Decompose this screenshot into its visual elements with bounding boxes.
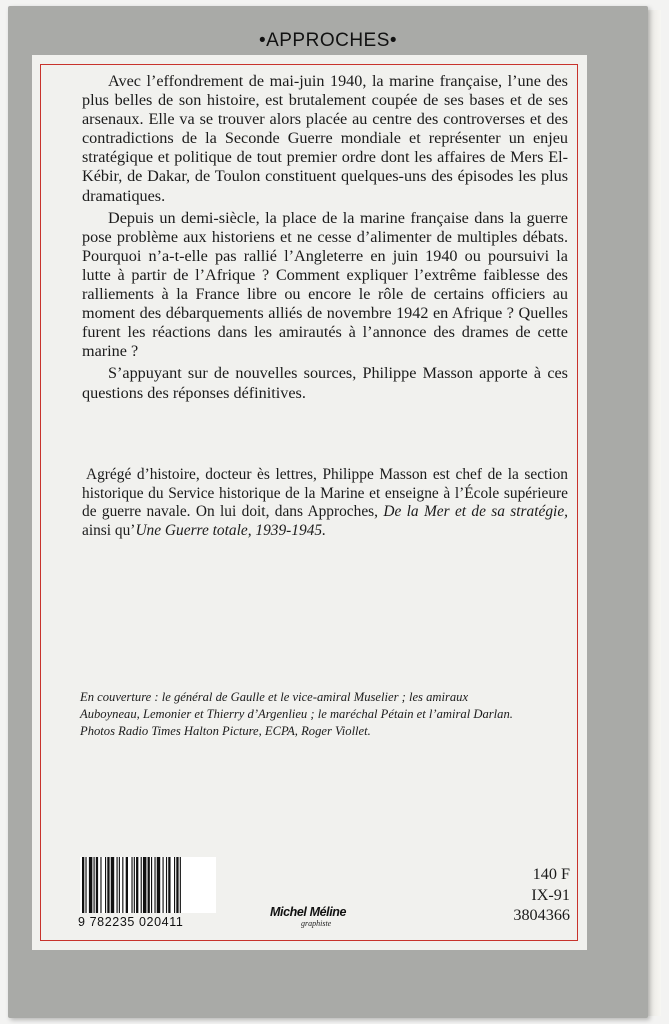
barcode-bar (143, 857, 146, 913)
price-codes (496, 864, 570, 926)
credits-line-3: Photos Radio Times Halton Picture, ECPA, Roger Viollet. (80, 723, 371, 738)
bio-book-title-2: Une Guerre totale, 1939-1945. (135, 521, 326, 539)
bio-text: Agrégé d’histoire, docteur ès lettres, Philippe Masson est chef de la section historique du Service historique de la Marine et enseigne à l’École supérieure de guerre navale. On lui doit, dans Approches, (82, 466, 568, 521)
catalog-number: 3804366 (513, 906, 570, 925)
barcode-bar (157, 857, 160, 913)
barcode-bar (131, 857, 132, 913)
barcode-bar (105, 857, 106, 913)
barcode-bar (111, 857, 114, 913)
barcode-bar (126, 857, 128, 913)
barcode-bar (180, 857, 181, 913)
series-title: •APPROCHES• (258, 30, 398, 51)
barcode-bar (166, 857, 167, 913)
barcode-bar (176, 857, 178, 913)
barcode-bar (107, 857, 109, 913)
credits-line-1: En couverture : le général de Gaulle et le vice-amiral Muselier ; les amiraux (80, 690, 469, 704)
blurb-paragraph-2: Depuis un demi-siècle, la place de la marine française dans la guerre pose problème aux historiens et ne cesse d’alimenter de multiples débats. Pourquoi n’a-t-elle pas rallié l’Angleterre en juin 1940 ou poursuivi la lutte à partir de l’Afrique ? Comment expliquer l’extrême faiblesse des ralliements à la France libre ou encore le rôle de certains officiers au moment des débarquements alliés de novembre 1942 en Afrique ? Quelles furent les réactions dans les amirautés à l’annonce des drames de cette marine ? (82, 208, 568, 361)
barcode-bar (96, 857, 98, 913)
bio-book-title-1: De la Mer et de sa stratégie, (383, 503, 569, 521)
price: 140 F (532, 865, 570, 883)
barcode (80, 857, 216, 913)
barcode-bar (174, 857, 175, 913)
barcode-bar (154, 857, 155, 913)
barcode-bar (82, 857, 84, 913)
publisher-subtitle: graphiste (301, 919, 332, 928)
author-bio (82, 466, 568, 540)
barcode-bar (119, 857, 120, 913)
barcode-bars (80, 857, 216, 913)
barcode-bar (148, 857, 150, 913)
barcode-bar (89, 857, 92, 913)
publisher-logo: Michel Méline (270, 905, 347, 919)
barcode-bar (100, 857, 101, 913)
bio-text-middle: ainsi qu’ (82, 521, 136, 539)
barcode-bar (136, 857, 138, 913)
barcode-bar (94, 857, 95, 913)
blurb-paragraph-1: Avec l’effondrement de mai-juin 1940, la marine française, l’une des plus belles de son histoire, est brutalement coupée de ses bases et de ses arsenaux. Elle va se trouver alors placée au centre des controverses et des contradictions de la Seconde Guerre mondiale et représenter un enjeu stratégique et politique de tout premier ordre dont les affaires de Mers El-Kébir, de Dakar, de Toulon constituent quelques-uns des épisodes les plus dramatiques. (82, 72, 568, 205)
barcode-bar (117, 857, 118, 913)
blurb-text (82, 72, 568, 403)
barcode-bar (168, 857, 170, 913)
barcode-bar (134, 857, 135, 913)
page-edges (646, 10, 661, 1016)
edition-code: IX-91 (531, 885, 570, 904)
cover-credits (80, 689, 580, 739)
credits-line-2: Auboyneau, Lemonier et Thierry d’Argenlieu ; le maréchal Pétain et l’amiral Darlan. (80, 706, 513, 721)
barcode-bar (163, 857, 164, 913)
barcode-bar (122, 857, 123, 913)
barcode-bar (85, 857, 86, 913)
blurb-paragraph-3: S’appuyant sur de nouvelles sources, Philippe Masson apporte à ces questions des réponses définitives. (82, 364, 568, 402)
isbn-number: 9 782235 020411 (78, 915, 184, 929)
barcode-bar (151, 857, 152, 913)
barcode-bar (141, 857, 142, 913)
